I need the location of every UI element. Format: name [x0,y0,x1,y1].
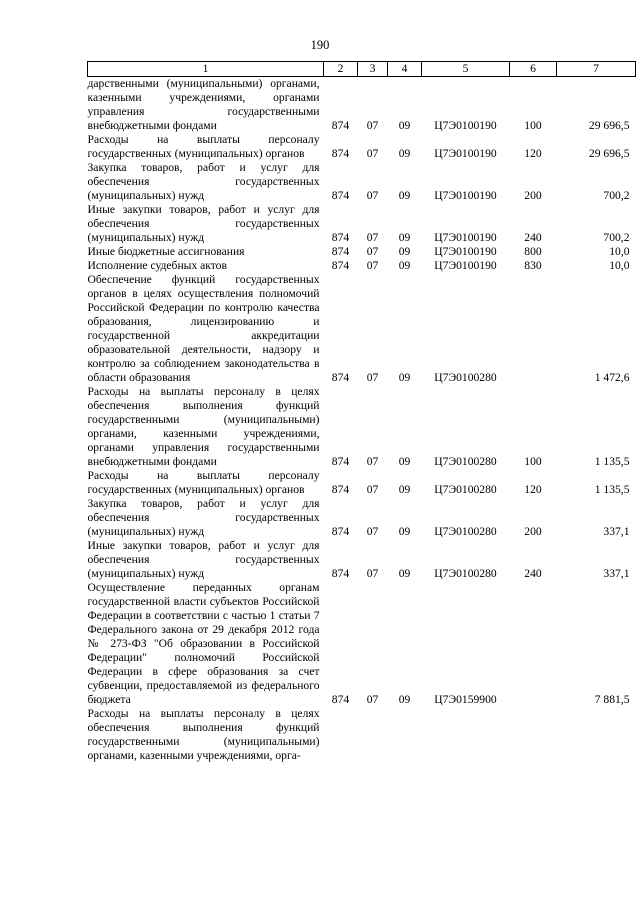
row-name: дарственными (муниципальными) органами, казенными учреждениями, органами управления государственными внебюджетными фондами [87,77,320,132]
row-sum [557,707,636,763]
row-name: Расходы на выплаты персоналу в целях обеспечения выполнения функций государственными (муниципальными) органами, казенными учреждениями, органами управления государственными внебюджетными фондами [87,385,320,468]
row-name: Расходы на выплаты персоналу в целях обеспечения выполнения функций государственными (муниципальными) органами, казенными учреждениями, орга- [87,707,320,762]
row-csr: Ц7Э0100190 [434,189,497,202]
row-name: Закупка товаров, работ и услуг для обеспечения государственных (муниципальных) нужд [87,161,320,202]
row-name: Осуществление переданных органам государственной власти субъектов Российской Федерации в соответствии с частью 1 статьи 7 Федерального закона от 29 декабря 2012 года № 273-ФЗ "Об образовании в Российской Федерации" полномочий Российской Федерации в сфере образования за счет субвенции, предоставляемой из федерального бюджета [87,581,320,706]
row-grbs: 874 [331,259,350,272]
row-sum: 7 881,5 [594,693,630,706]
row-csr: Ц7Э0100190 [434,119,497,132]
row-rz: 07 [366,483,379,496]
row-sum: 337,1 [603,567,630,580]
row-sum: 29 696,5 [588,119,630,132]
row-vr [510,273,557,385]
row-rz: 07 [366,245,379,258]
row-sum: 700,2 [603,189,630,202]
row-csr: Ц7Э0100280 [434,525,497,538]
table-row [88,245,636,259]
row-csr: Ц7Э0100190 [434,231,497,244]
row-vr: 240 [524,567,542,580]
row-vr: 120 [524,147,542,160]
header-col-3: 3 [358,62,388,77]
row-pr: 09 [398,259,411,272]
row-sum: 29 696,5 [588,147,630,160]
page-number: 190 [310,38,330,52]
row-rz: 07 [366,231,379,244]
row-grbs: 874 [331,371,350,384]
row-sum: 10,0 [609,245,630,258]
table-row [88,259,636,273]
row-sum: 10,0 [609,259,630,272]
row-rz: 07 [366,371,379,384]
row-csr: Ц7Э0100280 [434,567,497,580]
row-grbs: 874 [331,567,350,580]
row-csr: Ц7Э0100190 [434,147,497,160]
row-rz: 07 [366,693,379,706]
row-pr: 09 [398,693,411,706]
row-sum: 700,2 [603,231,630,244]
row-csr: Ц7Э0100190 [434,259,497,272]
row-pr: 09 [398,567,411,580]
row-vr: 120 [524,483,542,496]
row-rz: 07 [366,189,379,202]
row-csr: Ц7Э0100190 [434,245,497,258]
table-row [88,469,636,497]
row-name: Расходы на выплаты персоналу государственных (муниципальных) органов [87,469,320,496]
row-rz: 07 [366,455,379,468]
header-col-6: 6 [510,62,557,77]
row-grbs: 874 [331,245,350,258]
row-csr [422,707,510,763]
table-row [88,581,636,707]
row-rz: 07 [366,119,379,132]
row-vr: 200 [524,189,542,202]
table-body [88,77,636,764]
row-vr: 100 [524,119,542,132]
header-col-7: 7 [557,62,636,77]
row-sum: 1 135,5 [594,483,630,496]
row-vr: 830 [524,259,542,272]
row-name: Иные бюджетные ассигнования [87,245,245,258]
header-col-5: 5 [422,62,510,77]
row-name: Закупка товаров, работ и услуг для обеспечения государственных (муниципальных) нужд [87,497,320,538]
budget-table [87,61,636,763]
row-pr [388,707,422,763]
header-col-1: 1 [88,62,324,77]
table-row [88,273,636,385]
row-sum: 1 135,5 [594,455,630,468]
row-rz: 07 [366,567,379,580]
row-grbs: 874 [331,147,350,160]
row-sum: 337,1 [603,525,630,538]
row-rz: 07 [366,147,379,160]
row-pr: 09 [398,455,411,468]
row-rz: 07 [366,525,379,538]
row-rz: 07 [366,259,379,272]
table-row [88,161,636,203]
table-row [88,203,636,245]
row-sum: 1 472,6 [594,371,630,384]
row-pr: 09 [398,525,411,538]
row-pr: 09 [398,119,411,132]
table-row [88,77,636,134]
table-header [88,62,636,77]
row-name: Обеспечение функций государственных органов в целях осуществления полномочий Российской Федерации по контролю качества образования, лицензированию и государственной аккредитации образовательной деятельности, надзору и контролю за соблюдением законодательства в области образования [87,273,320,384]
row-csr: Ц7Э0100280 [434,483,497,496]
row-grbs [324,707,358,763]
row-pr: 09 [398,245,411,258]
table-row [88,133,636,161]
table-row [88,707,636,763]
row-grbs: 874 [331,693,350,706]
row-grbs: 874 [331,231,350,244]
row-grbs: 874 [331,483,350,496]
row-rz [358,707,388,763]
row-grbs: 874 [331,455,350,468]
table-row [88,497,636,539]
row-csr: Ц7Э0100280 [434,455,497,468]
row-vr: 800 [524,245,542,258]
table-row [88,385,636,469]
row-name: Иные закупки товаров, работ и услуг для обеспечения государственных (муниципальных) нужд [87,203,320,244]
row-vr: 100 [524,455,542,468]
row-name: Расходы на выплаты персоналу государственных (муниципальных) органов [87,133,320,160]
row-pr: 09 [398,483,411,496]
row-csr: Ц7Э0100280 [434,371,497,384]
table-row [88,539,636,581]
row-pr: 09 [398,189,411,202]
row-grbs: 874 [331,189,350,202]
row-pr: 09 [398,147,411,160]
row-vr [510,581,557,707]
header-col-2: 2 [324,62,358,77]
row-grbs: 874 [331,525,350,538]
row-name: Исполнение судебных актов [87,259,227,272]
row-vr: 240 [524,231,542,244]
row-pr: 09 [398,371,411,384]
row-grbs: 874 [331,119,350,132]
row-vr [510,707,557,763]
row-vr: 200 [524,525,542,538]
row-pr: 09 [398,231,411,244]
row-name: Иные закупки товаров, работ и услуг для обеспечения государственных (муниципальных) нужд [87,539,320,580]
row-csr: Ц7Э0159900 [434,693,497,706]
header-col-4: 4 [388,62,422,77]
